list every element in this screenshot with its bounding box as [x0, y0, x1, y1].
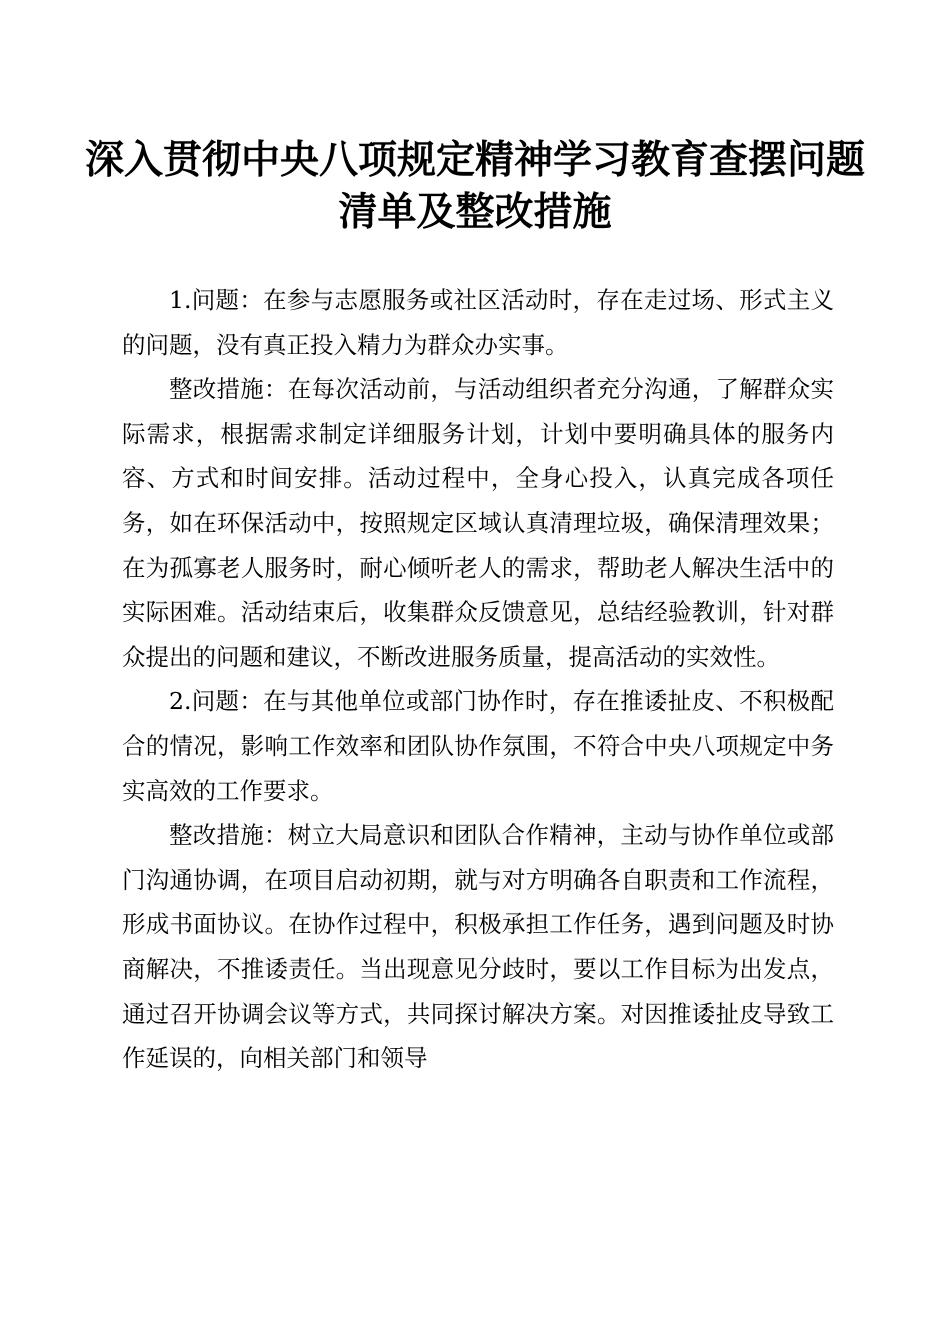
- document-body: [122, 278, 834, 1081]
- paragraph-problem-2: 2.问题：在与其他单位或部门协作时，存在推诿扯皮、不积极配合的情况，影响工作效率和团队协作氛围，不符合中央八项规定中务实高效的工作要求。: [122, 687, 834, 805]
- paragraph-problem-1: 1.问题：在参与志愿服务或社区活动时，存在走过场、形式主义的问题，没有真正投入精力为群众办实事。: [122, 286, 834, 359]
- title-line-2: 清单及整改措施: [338, 189, 612, 235]
- paragraph-measures-2: 整改措施：树立大局意识和团队合作精神，主动与协作单位或部门沟通协调，在项目启动初期，就与对方明确各自职责和工作流程，形成书面协议。在协作过程中，积极承担工作任务，遇到问题及时协商解决，不推诿责任。当出现意见分歧时，要以工作目标为出发点，通过召开协调会议等方式，共同探讨解决方案。对因推诿扯皮导致工作延误的，向相关部门和领导: [122, 821, 834, 1073]
- title-line-1: 深入贯彻中央八项规定精神学习教育查摆问题: [84, 137, 865, 183]
- document-title: [0, 134, 950, 238]
- paragraph-measures-1: 整改措施：在每次活动前，与活动组织者充分沟通，了解群众实际需求，根据需求制定详细服务计划，计划中要明确具体的服务内容、方式和时间安排。活动过程中，全身心投入，认真完成各项任务，如在环保活动中，按照规定区域认真清理垃圾，确保清理效果；在为孤寡老人服务时，耐心倾听老人的需求，帮助老人解决生活中的实际困难。活动结束后，收集群众反馈意见，总结经验教训，针对群众提出的问题和建议，不断改进服务质量，提高活动的实效性。: [122, 375, 834, 671]
